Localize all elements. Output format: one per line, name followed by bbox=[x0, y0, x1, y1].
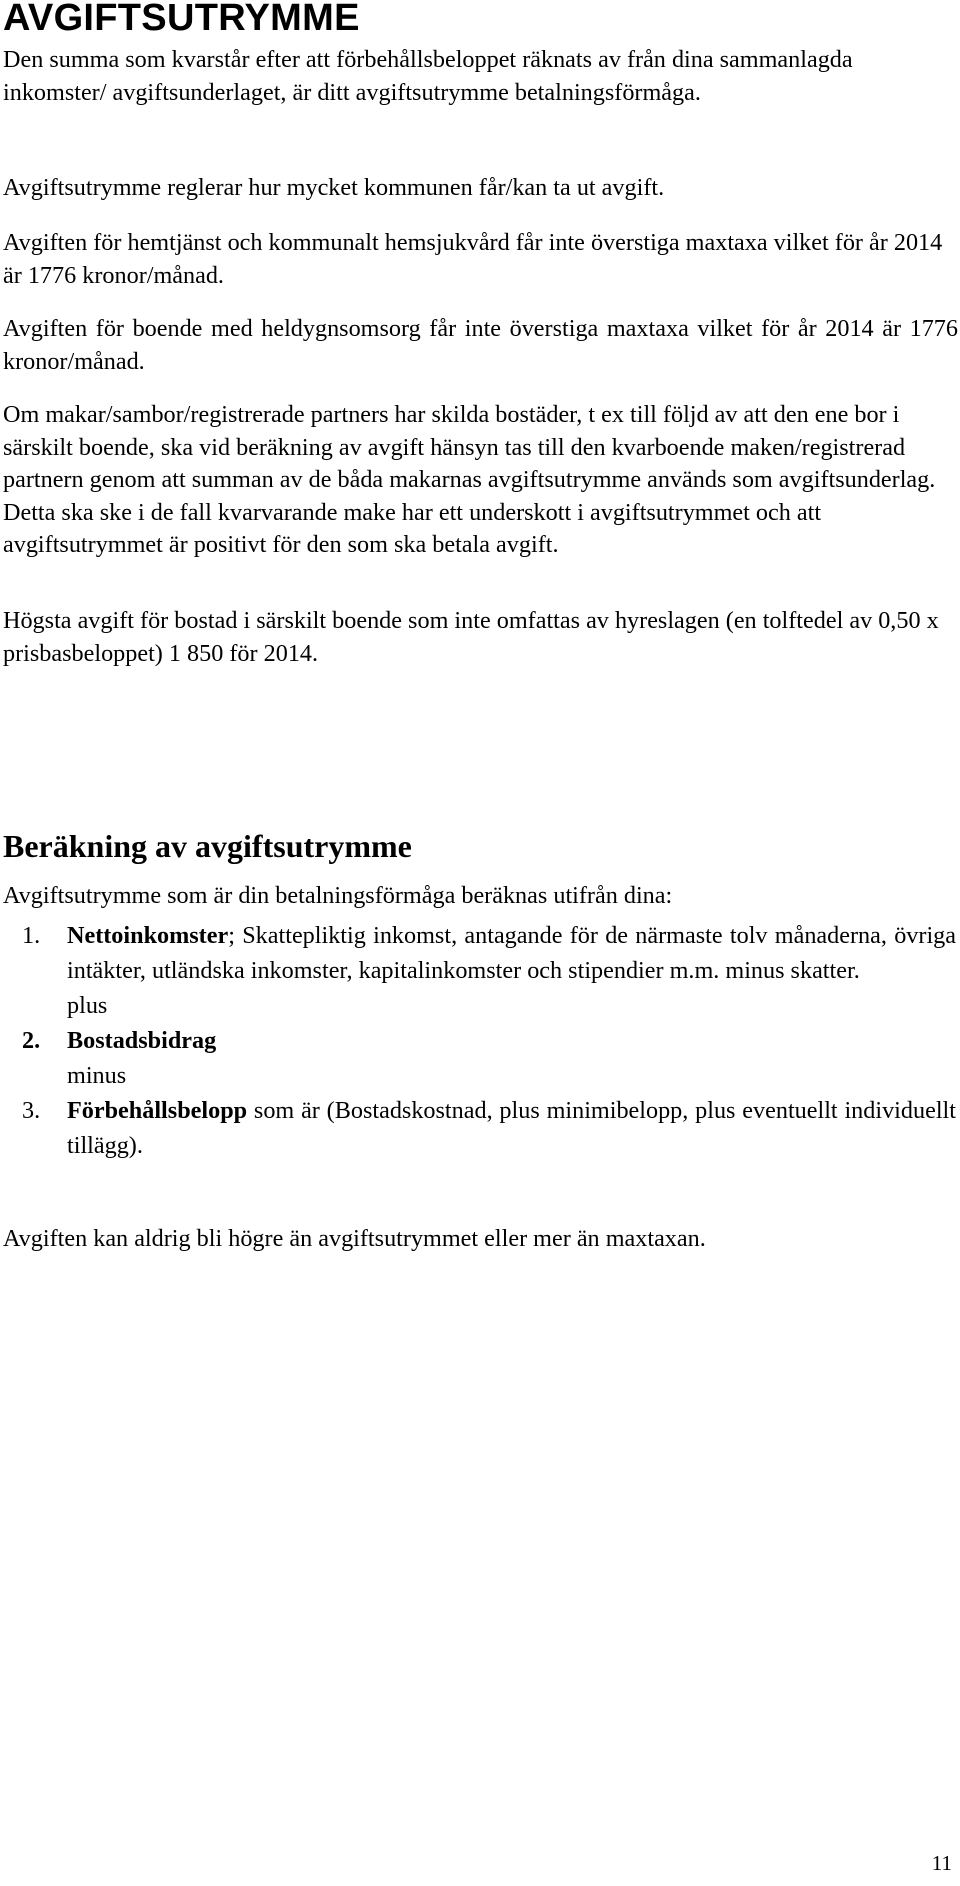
residential-fee-paragraph: Avgiften för boende med heldygnsomsorg får inte överstiga maxtaxa vilket för år 2014 är 1776 kronor/månad. bbox=[3, 315, 958, 375]
list-separator-minus: minus bbox=[67, 1062, 127, 1089]
list-item-term: Nettoinkomster bbox=[67, 922, 229, 949]
spouses-paragraph: Om makar/sambor/registrerade partners har skilda bostäder, t ex till följd av att den ene bor i särskilt boende, ska vid beräkning av avgift hänsyn tas till den kvarboende maken/registrerad partnern genom att summan av de båda makarnas avgiftsutrymme används som avgiftsunderlag. Detta ska ske i de fall kvarvarande make har ett underskott i avgiftsutrymmet och att avgiftsutrymmet är positivt för den som ska betala avgift. bbox=[3, 401, 936, 558]
list-item-term: Förbehållsbelopp bbox=[67, 1097, 248, 1124]
list-item bbox=[0, 1023, 956, 1058]
calculation-intro: Avgiftsutrymme som är din betalningsförmåga beräknas utifrån dina: bbox=[3, 882, 673, 909]
intro-paragraph: Den summa som kvarstår efter att förbehållsbeloppet räknats av från dina sammanlagda inkomster/ avgiftsunderlaget, är ditt avgiftsutrymme betalningsförmåga. bbox=[3, 46, 853, 106]
rule-paragraph: Avgiftsutrymme reglerar hur mycket kommunen får/kan ta ut avgift. bbox=[3, 174, 665, 201]
closing-paragraph: Avgiften kan aldrig bli högre än avgiftsutrymmet eller mer än maxtaxan. bbox=[3, 1225, 706, 1252]
page-number: 11 bbox=[931, 1851, 952, 1875]
list-item-number: 2. bbox=[22, 1027, 41, 1054]
calculation-heading: Beräkning av avgiftsutrymme bbox=[3, 828, 412, 864]
list-item-term: Bostadsbidrag bbox=[67, 1027, 217, 1054]
list-item bbox=[0, 918, 956, 988]
page-title: AVGIFTSUTRYMME bbox=[3, 0, 360, 39]
calculation-list bbox=[0, 918, 960, 1163]
list-item bbox=[0, 1093, 956, 1163]
max-housing-fee-paragraph: Högsta avgift för bostad i särskilt boende som inte omfattas av hyreslagen (en tolftedel av 0,50 x prisbasbeloppet) 1 850 för 2014. bbox=[3, 607, 939, 667]
list-item-number: 1. bbox=[22, 922, 41, 949]
list-item-text: ; Skattepliktig inkomst, antagande för de närmaste tolv månaderna, övriga intäkter, utländska inkomster, kapitalinkomster och stipendier m.m. minus skatter. bbox=[67, 922, 956, 984]
list-item-text: som är (Bostadskostnad, plus minimibelopp, plus eventuellt individuellt tillägg). bbox=[67, 1097, 956, 1159]
homecare-fee-paragraph: Avgiften för hemtjänst och kommunalt hemsjukvård får inte överstiga maxtaxa vilket för år 2014 är 1776 kronor/månad. bbox=[3, 229, 943, 289]
list-item-number: 3. bbox=[22, 1097, 41, 1124]
list-separator-plus: plus bbox=[67, 992, 108, 1019]
